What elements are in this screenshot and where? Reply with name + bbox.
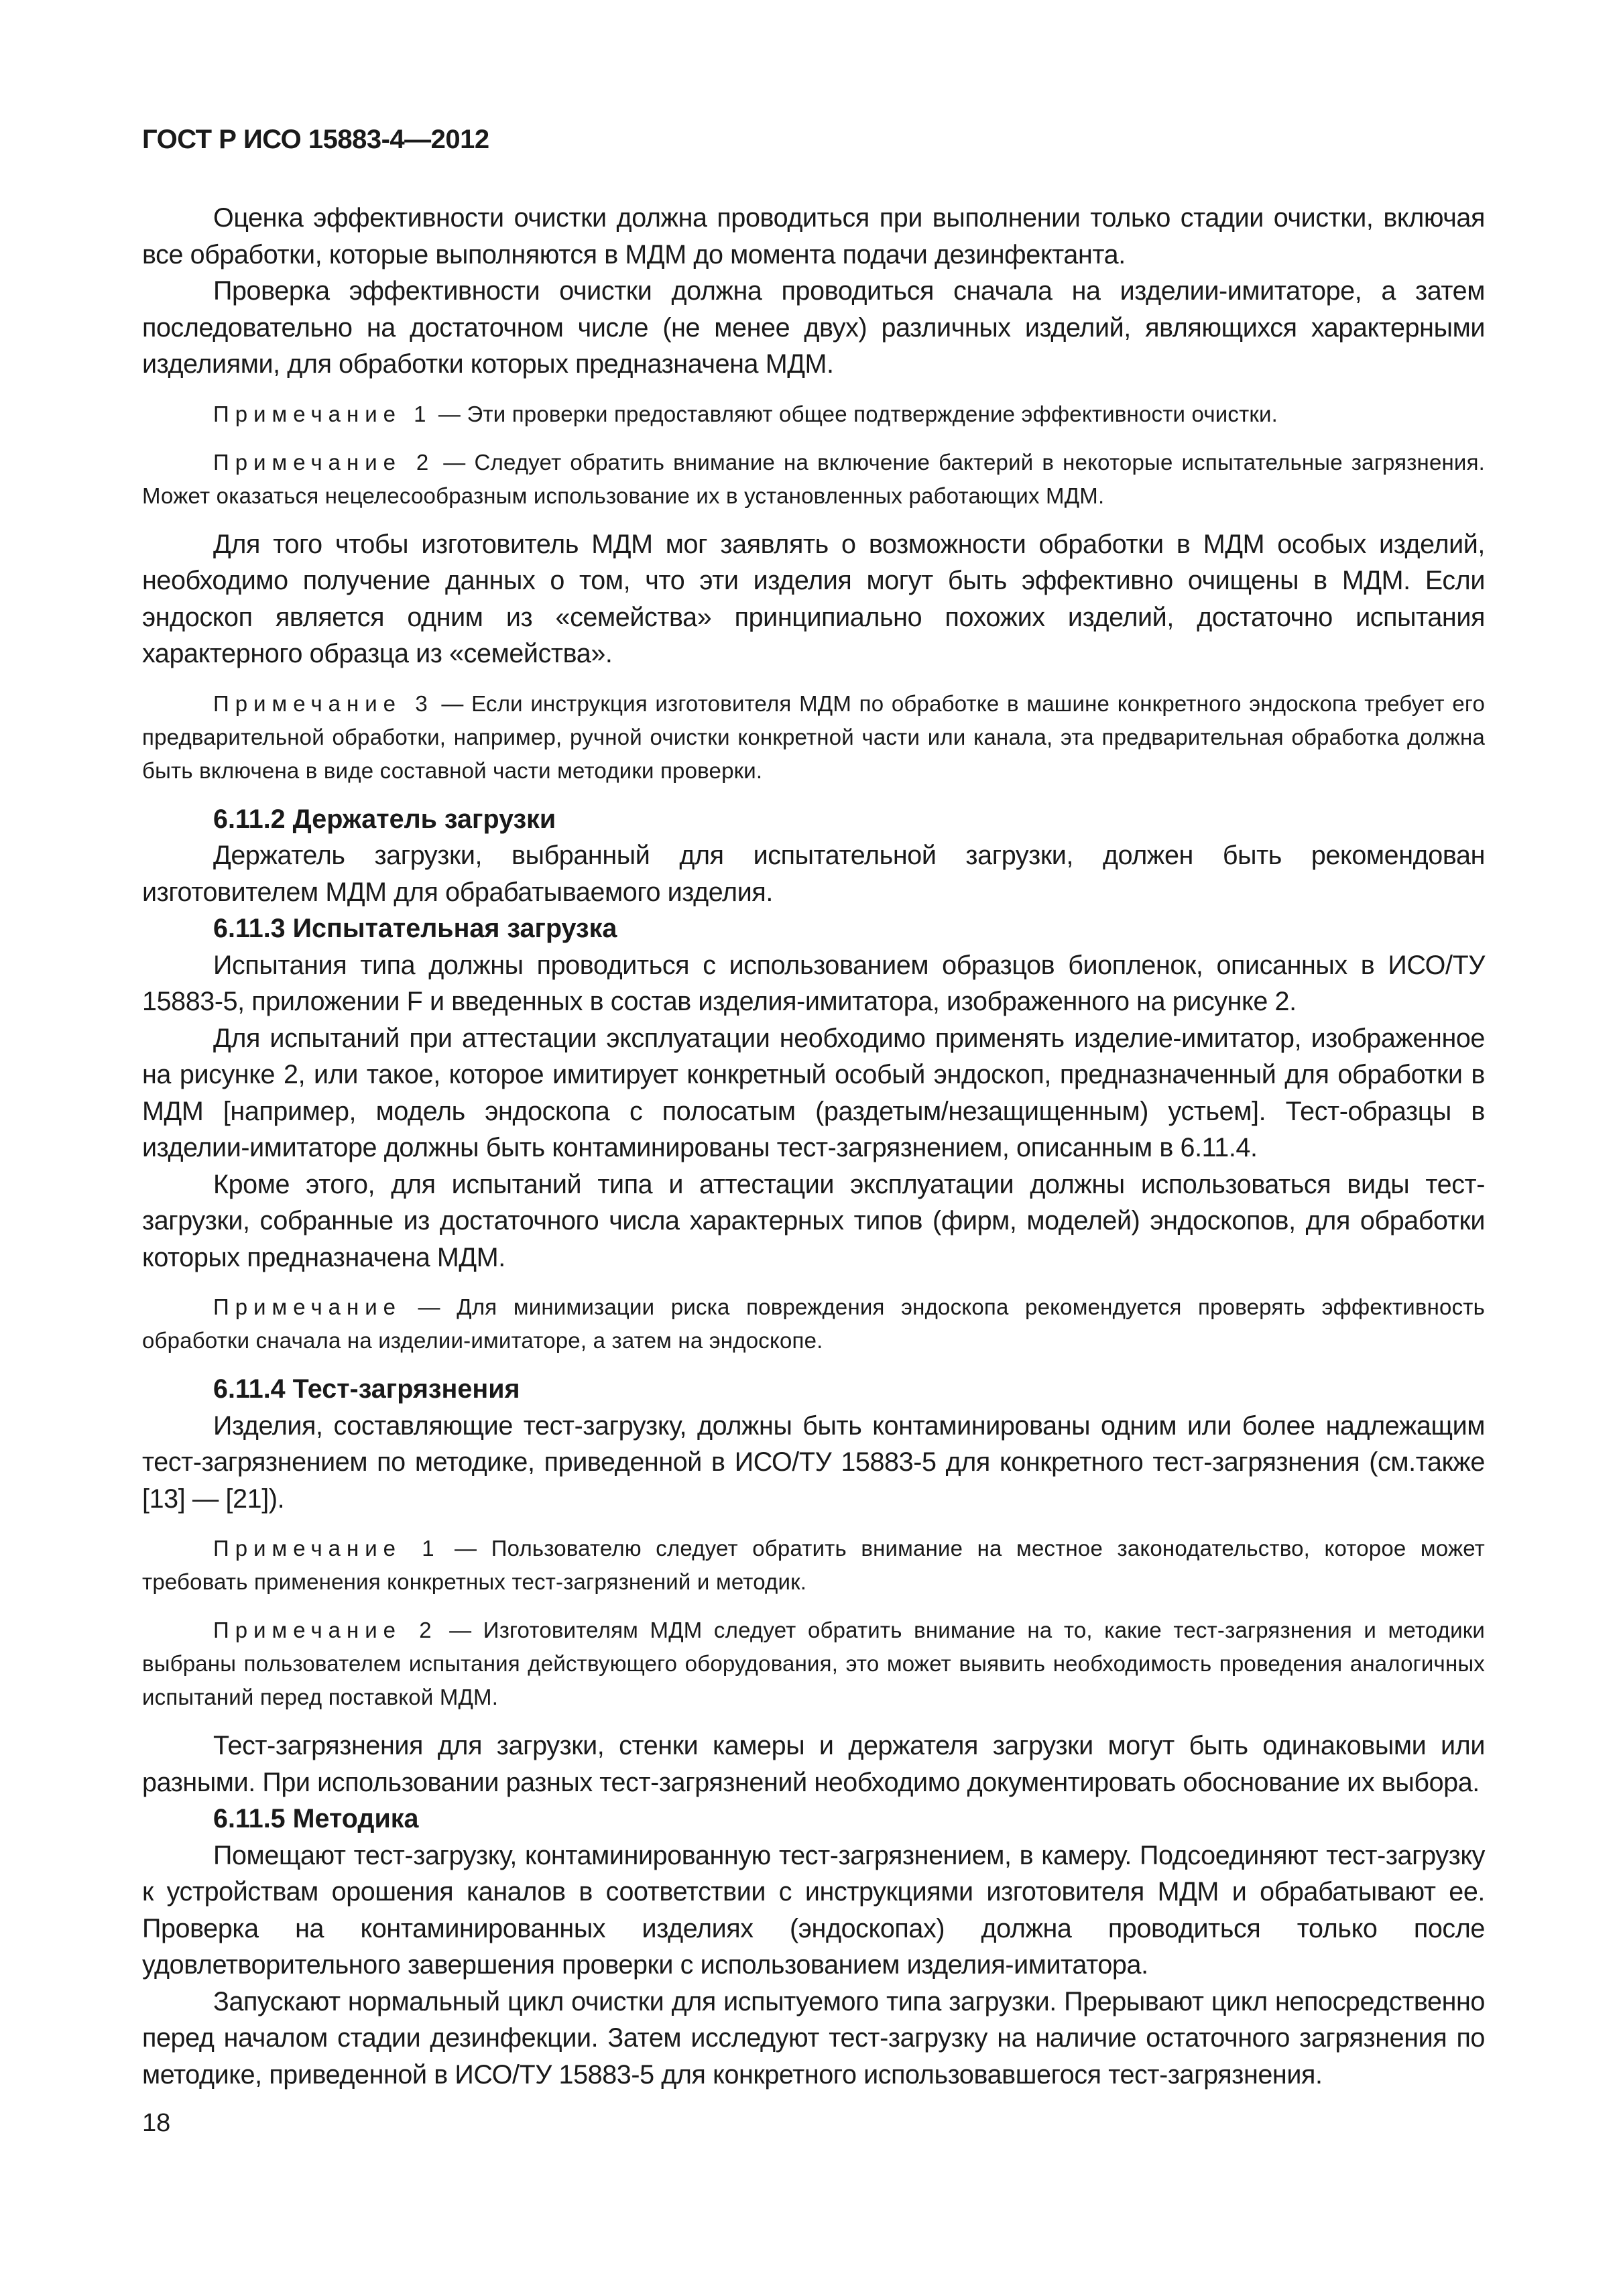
section-heading: 6.11.2 Держатель загрузки xyxy=(213,804,556,834)
paragraph: Для испытаний при аттестации эксплуатации необходимо применять изделие-имитатор, изображенное на рисунке 2, или такое, которое имитирует конкретный особый эндоскоп, предназначенный для обработки в МДМ [например, модель эндоскопа с полосатым (раздетым/незащищенным) устьем]. Тест-образцы в изделии-имитаторе должны быть контаминированы тест-загрязнением, описанным в 6.11.4. xyxy=(142,1023,1485,1162)
note-text: — Следует обратить внимание на включение бактерий в некоторые испытательные загрязнения. Может оказаться нецелесообразным использование их в установленных работающих МДМ. xyxy=(142,449,1486,508)
note xyxy=(142,1614,1485,1714)
note-text: — Для минимизации риска повреждения эндоскопа рекомендуется проверять эффективность обработки сначала на изделии-имитаторе, а затем на эндоскопе. xyxy=(142,1294,1485,1353)
section-heading: 6.11.3 Испытательная загрузка xyxy=(213,914,617,943)
paragraph: Проверка эффективности очистки должна проводиться сначала на изделии-имитаторе, а затем последовательно на достаточном числе (не менее двух) различных изделий, являющихся характерными изделиями, для обработки которых предназначена МДМ. xyxy=(142,276,1485,379)
note-label: Примечание xyxy=(213,1294,402,1319)
paragraph: Кроме этого, для испытаний типа и аттестации эксплуатации должны использоваться виды тест-загрузки, собранные из достаточного числа характерных типов (фирм, моделей) эндоскопов, для обработки которых предназначена МДМ. xyxy=(142,1169,1485,1272)
note xyxy=(142,1290,1485,1357)
section-heading: 6.11.5 Методика xyxy=(213,1804,419,1833)
page-number: 18 xyxy=(142,2109,171,2137)
note-label: Примечание 2 xyxy=(213,449,435,475)
paragraph: Изделия, составляющие тест-загрузку, должны быть контаминированы одним или более надлежащим тест-загрязнением по методике, приведенной в ИСО/ТУ 15883-5 для конкретного тест-загрязнения (см.также [13] — [21]). xyxy=(142,1410,1485,1514)
note xyxy=(142,1532,1485,1599)
note xyxy=(142,687,1485,788)
note-text: — Пользователю следует обратить внимание на местное законодательство, которое может требовать применения конкретных тест-загрязнений и методик. xyxy=(142,1536,1486,1594)
note-text: — Изготовителям МДМ следует обратить внимание на то, какие тест-загрязнения и методики выбраны пользователем испытания действующего оборудования, это может выявить необходимость проведения аналогичных испытаний перед поставкой МДМ. xyxy=(142,1618,1485,1709)
paragraph: Запускают нормальный цикл очистки для испытуемого типа загрузки. Прерывают цикл непосредственно перед началом стадии дезинфекции. Затем исследуют тест-загрузку на наличие остаточного загрязнения по методике, приведенной в ИСО/ТУ 15883-5 для конкретного использовавшегося тест-загрязнения. xyxy=(142,1986,1485,2090)
paragraph: Для того чтобы изготовитель МДМ мог заявлять о возможности обработки в МДМ особых изделий, необходимо получение данных о том, что эти изделия могут быть эффективно очищены в МДМ. Если эндоскоп является одним из «семейства» принципиально похожих изделий, достаточно испытания характерного образца из «семейства». xyxy=(142,529,1485,668)
note-label: Примечание 1 xyxy=(213,1536,440,1561)
note-label: Примечание 2 xyxy=(213,1618,438,1642)
paragraph: Держатель загрузки, выбранный для испытательной загрузки, должен быть рекомендован изготовителем МДМ для обрабатываемого изделия. xyxy=(142,841,1485,907)
note-text: — Эти проверки предоставляют общее подтверждение эффективности очистки. xyxy=(432,401,1278,426)
paragraph: Оценка эффективности очистки должна проводиться при выполнении только стадии очистки, включая все обработки, которые выполняются в МДМ до момента подачи дезинфектанта. xyxy=(142,203,1485,269)
note-label: Примечание 1 xyxy=(213,401,432,426)
paragraph: Помещают тест-загрузку, контаминированную тест-загрязнением, в камеру. Подсоединяют тест-загрузку к устройствам орошения каналов в соответствии с инструкциями изготовителя МДМ и обрабатывают ее. Проверка на контаминированных изделиях (эндоскопах) должна проводиться только после удовлетворительного завершения проверки с использованием изделия-имитатора. xyxy=(142,1840,1485,1980)
note-label: Примечание 3 xyxy=(213,690,434,716)
note-text: — Если инструкция изготовителя МДМ по обработке в машине конкретного эндоскопа требует его предварительной обработки, например, ручной очистки конкретной части или канала, эта предварительная обработка должна быть включена в виде составной части методики проверки. xyxy=(142,690,1485,783)
document-body xyxy=(142,200,1485,2093)
note xyxy=(142,398,1485,431)
section-heading: 6.11.4 Тест-загрязнения xyxy=(213,1374,520,1404)
document-header: ГОСТ Р ИСО 15883-4—2012 xyxy=(142,125,489,154)
note xyxy=(142,446,1485,513)
paragraph: Тест-загрязнения для загрузки, стенки камеры и держателя загрузки могут быть одинаковыми или разными. При использовании разных тест-загрязнений необходимо документировать обоснование их выбора. xyxy=(142,1731,1485,1797)
paragraph: Испытания типа должны проводиться с использованием образцов биопленок, описанных в ИСО/ТУ 15883-5, приложении F и введенных в состав изделия-имитатора, изображенного на рисунке 2. xyxy=(142,950,1485,1016)
